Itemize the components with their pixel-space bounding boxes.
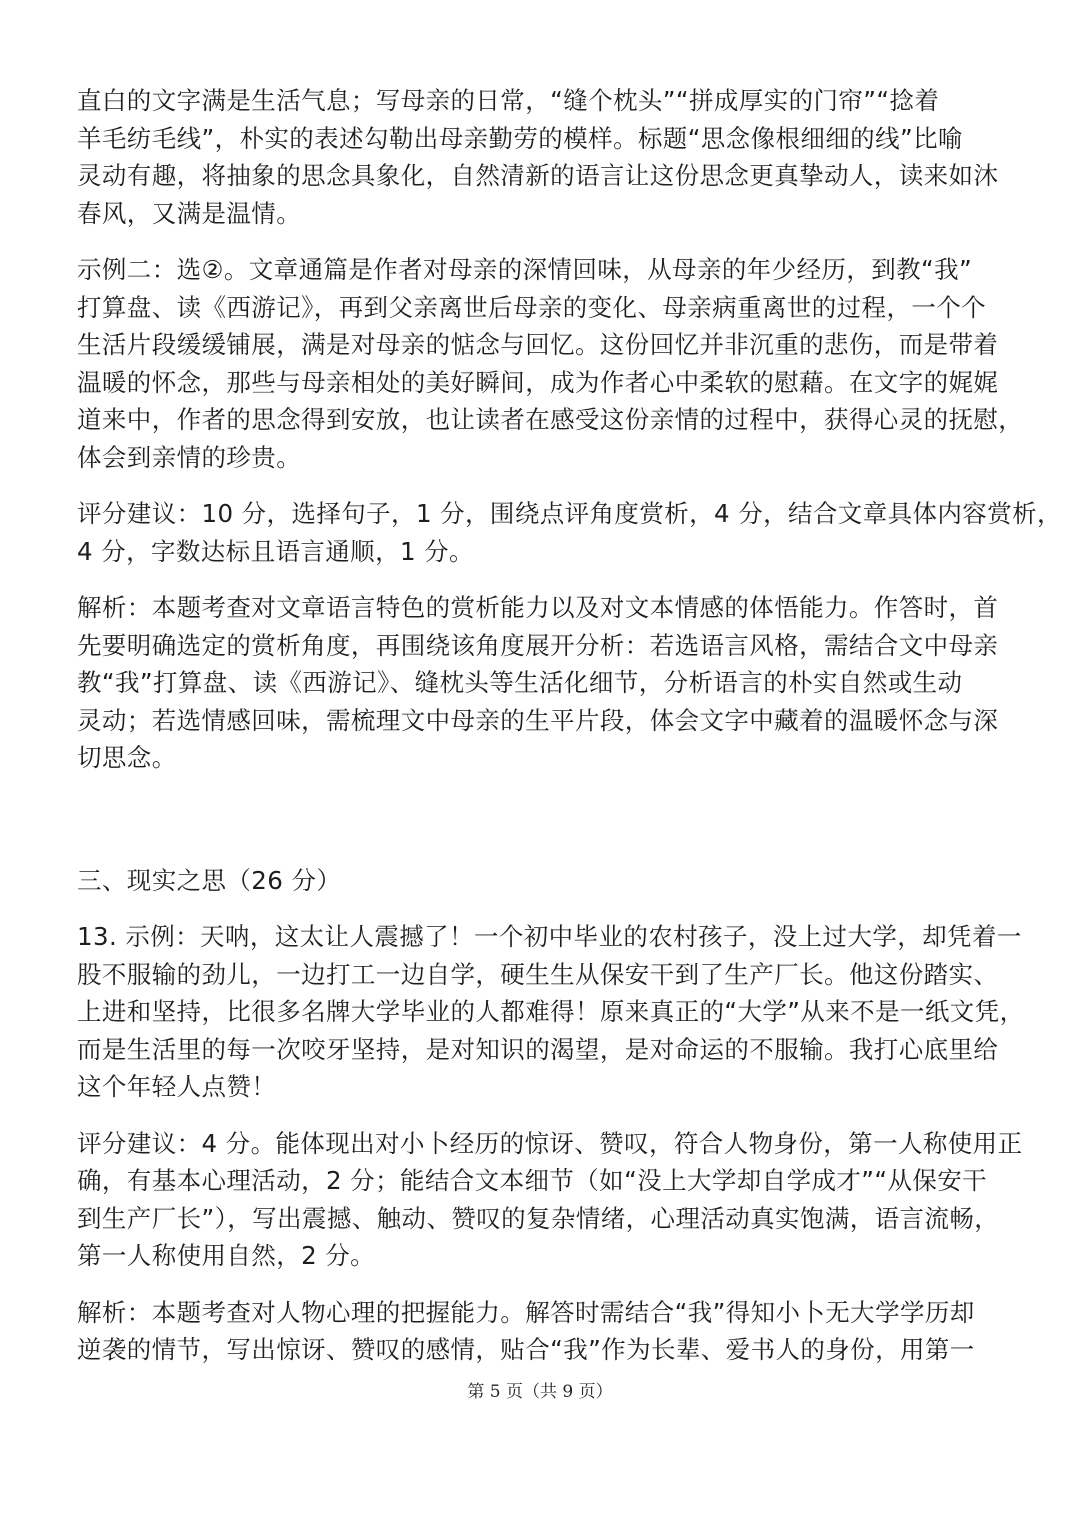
text-line: 羊毛纺毛线”，朴实的表述勾勒出母亲勤劳的模样。标题“思念像根细细的线”比喻: [77, 123, 963, 153]
answer-paragraph: [77, 1294, 1007, 1369]
answer-paragraph: [77, 82, 1007, 232]
answer-paragraph: [77, 589, 1007, 777]
text-line: 这个年轻人点赞！: [77, 1072, 277, 1101]
answer-paragraph: [77, 1125, 1023, 1275]
text-line: 4 分，字数达标且语言通顺，1 分。: [77, 536, 474, 566]
text-line: 上进和坚持，比很多名牌大学毕业的人都难得！原来真正的“大学”从来不是一纸文凭，: [77, 997, 1025, 1026]
text-line: 解析：本题考查对人物心理的把握能力。解答时需结合“我”得知小卜无大学学历却: [77, 1297, 975, 1327]
text-line: 股不服输的劲儿，一边打工一边自学，硬生生从保安干到了生产厂长。他这份踏实、: [77, 959, 999, 989]
answer-paragraphs-top: [77, 82, 1062, 777]
text-line: 灵动；若选情感回味，需梳理文中母亲的生平片段，体会文字中藏着的温暖怀念与深: [77, 705, 999, 735]
text-line: 切思念。: [77, 743, 177, 772]
text-line: 道来中，作者的思念得到安放，也让读者在感受这份亲情的过程中，获得心灵的抚慰，: [77, 405, 1024, 434]
text-line: 解析：本题考查对文章语言特色的赏析能力以及对文本情感的体悟能力。作答时，首: [77, 593, 999, 622]
text-line: 灵动有趣，将抽象的思念具象化，自然清新的语言让这份思念更真挚动人，读来如沐: [77, 161, 999, 190]
text-line: 打算盘、读《西游记》，再到父亲离世后母亲的变化、母亲病重离世的过程，一个个: [77, 292, 987, 322]
text-line: 体会到亲情的珍贵。: [77, 442, 302, 472]
text-line: 先要明确选定的赏析角度，再围绕该角度展开分析：若选语言风格，需结合文中母亲: [77, 630, 999, 660]
text-line: 第一人称使用自然，2 分。: [77, 1241, 376, 1270]
text-line: 教“我”打算盘、读《西游记》、缝枕头等生活化细节，分析语言的朴实自然或生动: [77, 668, 963, 697]
text-line: 评分建议：10 分，选择句子，1 分，围绕点评角度赏析，4 分，结合文章具体内容赏析，: [77, 499, 1062, 528]
text-line: 而是生活里的每一次咬牙坚持，是对知识的渴望，是对命运的不服输。我打心底里给: [77, 1034, 999, 1064]
answer-paragraphs-bottom: [77, 918, 1025, 1369]
text-line: 温暖的怀念，那些与母亲相处的美好瞬间，成为作者心中柔软的慰藉。在文字的娓娓: [77, 367, 999, 397]
text-line: 直白的文字满是生活气息；写母亲的日常，“缝个枕头”“拼成厚实的门帘”“捻着: [77, 86, 940, 115]
section-title: 三、现实之思（26 分）: [77, 865, 342, 895]
answer-paragraph: [77, 495, 1062, 570]
text-line: 生活片段缓缓铺展，满是对母亲的惦念与回忆。这份回忆并非沉重的悲伤，而是带着: [77, 330, 999, 359]
text-line: 示例二：选②。文章通篇是作者对母亲的深情回味，从母亲的年少经历，到教“我”: [77, 255, 973, 284]
text-line: 评分建议：4 分。能体现出对小卜经历的惊讶、赞叹，符合人物身份，第一人称使用正: [77, 1128, 1023, 1158]
text-line: 春风，又满是温情。: [77, 198, 302, 228]
text-line: 到生产厂长”），写出震撼、触动、赞叹的复杂情绪，心理活动真实饱满，语言流畅，: [77, 1203, 1000, 1233]
page-number-footer: 第 5 页（共 9 页）: [467, 1382, 613, 1402]
page-content: [77, 82, 1062, 1388]
answer-paragraph: [77, 251, 1024, 476]
answer-paragraph: [77, 918, 1025, 1106]
section-spacer: [77, 796, 1007, 862]
text-line: 确，有基本心理活动，2 分；能结合文本细节（如“没上大学却自学成才”“从保安干: [77, 1166, 988, 1195]
text-line: 逆袭的情节，写出惊讶、赞叹的感情，贴合“我”作为长辈、爱书人的身份，用第一: [77, 1335, 975, 1364]
text-line: 13. 示例：天呐，这太让人震撼了！一个初中毕业的农村孩子，没上过大学，却凭着一: [77, 922, 1022, 951]
